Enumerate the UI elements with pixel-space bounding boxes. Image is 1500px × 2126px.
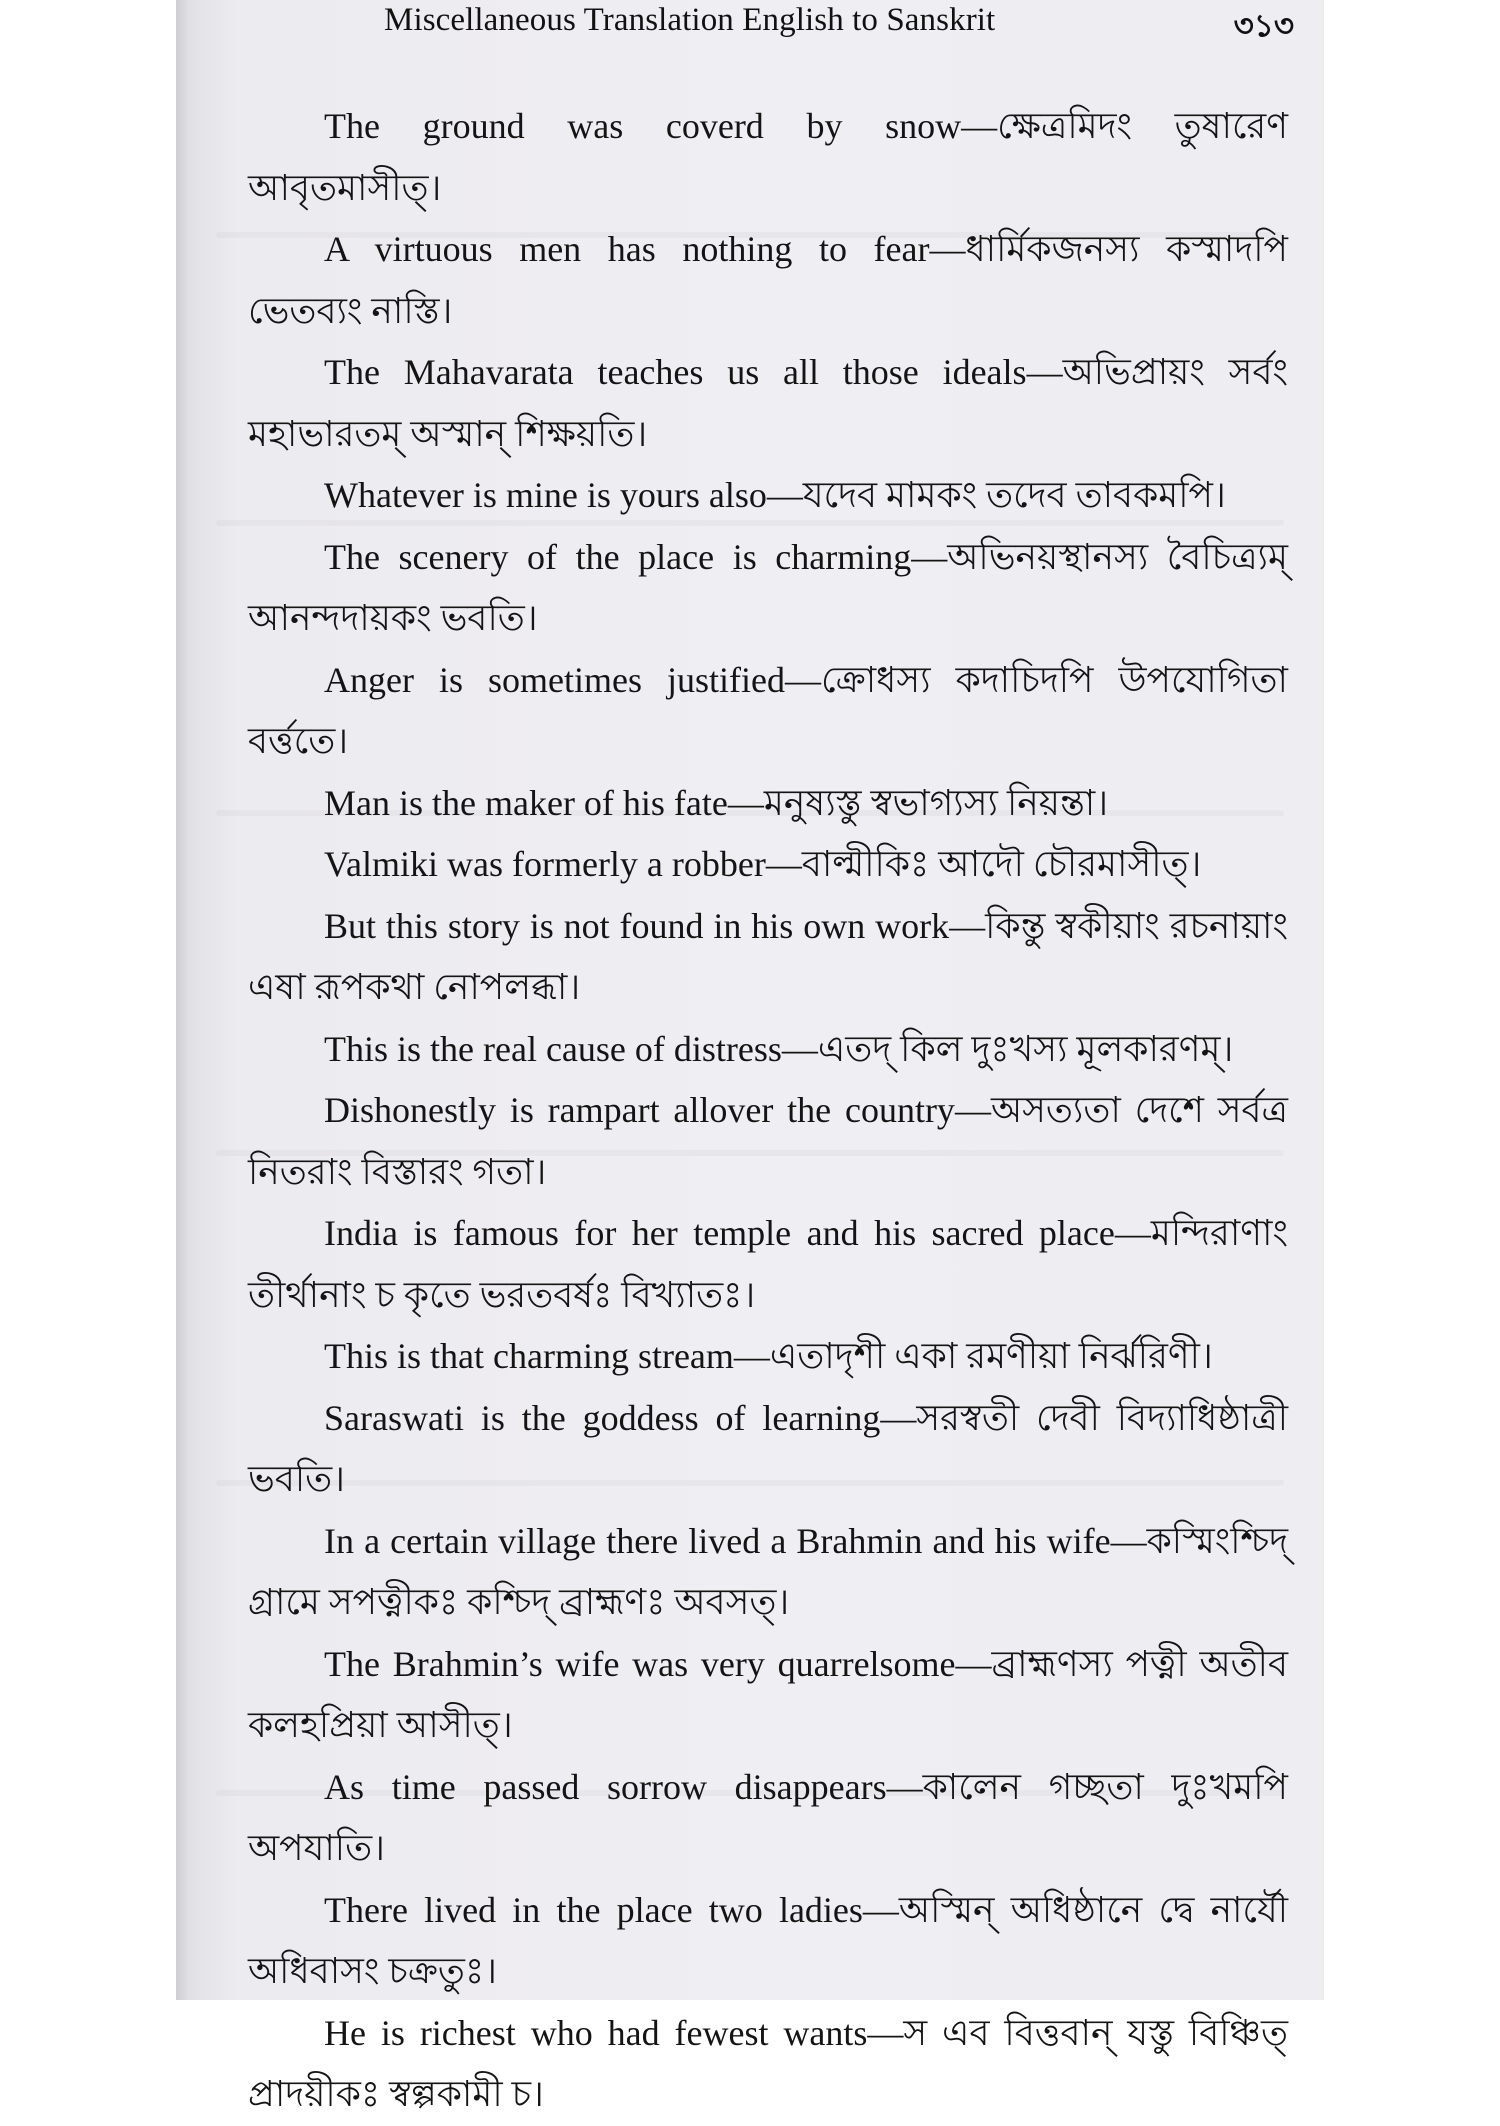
translation-entry — [248, 1019, 1288, 1081]
translation-list — [248, 96, 1288, 2126]
em-dash — [1111, 1521, 1147, 1561]
sanskrit-translation: কালেন গচ্ছতা দুঃখমপি অপযাতি। — [248, 1766, 1288, 1868]
translation-entry — [248, 1080, 1288, 1203]
sanskrit-translation: অভিনয়স্থানস্য বৈচিত্র্যম্ আনন্দদায়কং ভবতি। — [248, 536, 1288, 638]
english-sentence: Man is the maker of his fate — [324, 782, 728, 823]
translation-entry — [248, 1511, 1288, 1634]
translation-entry — [248, 465, 1288, 527]
english-sentence: Anger is sometimes justified — [324, 659, 786, 700]
translation-entry — [248, 96, 1288, 219]
em-dash — [929, 229, 965, 269]
english-sentence: The ground was coverd by snow — [324, 106, 962, 146]
translation-entry — [248, 219, 1288, 342]
em-dash — [887, 1767, 923, 1807]
english-sentence: As time passed sorrow disappears — [324, 1766, 887, 1807]
english-sentence: There lived in the place two ladies — [324, 1889, 863, 1930]
em-dash — [767, 475, 803, 515]
translation-entry — [248, 2003, 1288, 2126]
sanskrit-translation: ক্রোধস্য কদাচিদপি উপযোগিতা বর্ত্ততে। — [248, 659, 1288, 761]
english-sentence: This is that charming stream — [324, 1336, 734, 1376]
sanskrit-translation: অভিপ্রায়ং সর্বং মহাভারতম্ অস্মান্ শিক্ষয়তি। — [248, 352, 1288, 454]
translation-entry — [248, 342, 1288, 465]
em-dash — [956, 1644, 992, 1684]
translation-entry — [248, 1388, 1288, 1511]
em-dash — [949, 906, 985, 946]
em-dash — [728, 783, 764, 823]
english-sentence: Valmiki was formerly a robber — [324, 844, 766, 884]
english-sentence: Saraswati is the goddess of learning — [324, 1397, 881, 1438]
sanskrit-translation: কিন্তু স্বকীয়াং রচনায়াং এষা রূপকথা নোপলব্ধা। — [248, 905, 1288, 1007]
em-dash — [1115, 1213, 1151, 1253]
sanskrit-translation: অসত্যতা দেশে সর্বত্র নিতরাং বিস্তারং গতা। — [248, 1090, 1288, 1192]
english-sentence: The Brahmin’s wife was very quarrelsome — [324, 1643, 956, 1684]
em-dash — [734, 1336, 770, 1376]
translation-entry — [248, 650, 1288, 773]
sanskrit-translation: বাল্মীকিঃ আদৌ চৌরমাসীত্। — [801, 844, 1202, 884]
em-dash — [1027, 352, 1063, 392]
sanskrit-translation: যদেব মামকং তদেব তাবকমপি। — [802, 475, 1226, 515]
english-sentence: The Mahavarata teaches us all those ideals — [324, 352, 1027, 392]
translation-entry — [248, 1326, 1288, 1388]
page-number: ৩১৩ — [1233, 8, 1294, 43]
translation-entry — [248, 1880, 1288, 2003]
sanskrit-translation: ধার্মিকজনস্য কস্মাদপি ভেতব্যং নাস্তি। — [248, 229, 1288, 331]
em-dash — [867, 2013, 903, 2053]
sanskrit-translation: স এব বিত্তবান্ যস্তু বিঞ্চিত্ প্রাদয়ীকঃ স্বল্পকামী চ। — [248, 2012, 1288, 2114]
translation-entry — [248, 896, 1288, 1019]
english-sentence: Dishonestly is rampart allover the country — [324, 1090, 955, 1130]
translation-entry — [248, 1203, 1288, 1326]
translation-entry — [248, 773, 1288, 835]
english-sentence: A virtuous men has nothing to fear — [324, 229, 930, 269]
em-dash — [911, 537, 947, 577]
em-dash — [785, 660, 821, 700]
sanskrit-translation: অস্মিন্ অধিষ্ঠানে দ্বে নার্যৌ অধিবাসং চক্রতুঃ। — [248, 1889, 1288, 1991]
english-sentence: But this story is not found in his own work — [324, 905, 950, 946]
english-sentence: The scenery of the place is charming — [324, 536, 912, 577]
sanskrit-translation: এতাদৃশী একা রমণীয়া নির্ঝরিণী। — [769, 1336, 1213, 1376]
em-dash — [863, 1890, 899, 1930]
sanskrit-translation: সরস্বতী দেবী বিদ্যাধিষ্ঠাত্রী ভবতি। — [248, 1397, 1289, 1499]
translation-entry — [248, 1757, 1288, 1880]
sanskrit-translation: ক্ষেত্রমিদং তুষারেণ আবৃতমাসীত্। — [248, 106, 1288, 208]
translation-entry — [248, 527, 1288, 650]
sanskrit-translation: মনুষ্যস্তু স্বভাগ্যস্য নিয়ন্তা। — [763, 782, 1109, 823]
sanskrit-translation: কস্মিংশ্চিদ্ গ্রামে সপত্নীকঃ কশ্চিদ্ ব্রাহ্মণঃ অবসত্। — [248, 1520, 1288, 1622]
english-sentence: Whatever is mine is yours also — [324, 475, 767, 515]
running-header — [176, 0, 1324, 48]
english-sentence: In a certain village there lived a Brahmin and his wife — [324, 1520, 1111, 1561]
sanskrit-translation: মন্দিরাণাং তীর্থানাং চ কৃতে ভরতবর্ষঃ বিখ্যাতঃ। — [248, 1213, 1288, 1315]
em-dash — [880, 1398, 916, 1438]
em-dash — [782, 1029, 818, 1069]
sanskrit-translation: ব্রাহ্মণস্য পত্নী অতীব কলহপ্রিয়া আসীত্। — [248, 1643, 1288, 1745]
english-sentence: India is famous for her temple and his sacred place — [324, 1213, 1115, 1253]
running-header-title: Miscellaneous Translation English to Sanskrit — [384, 2, 996, 38]
em-dash — [955, 1090, 991, 1130]
em-dash — [766, 844, 802, 884]
english-sentence: He is richest who had fewest wants — [324, 2012, 868, 2053]
scanned-paper — [176, 0, 1324, 2114]
em-dash — [961, 106, 997, 146]
translation-entry — [248, 1634, 1288, 1757]
sanskrit-translation: এতদ্ কিল দুঃখস্য মূলকারণম্। — [817, 1028, 1234, 1069]
translation-entry — [248, 834, 1288, 896]
english-sentence: This is the real cause of distress — [324, 1028, 782, 1069]
